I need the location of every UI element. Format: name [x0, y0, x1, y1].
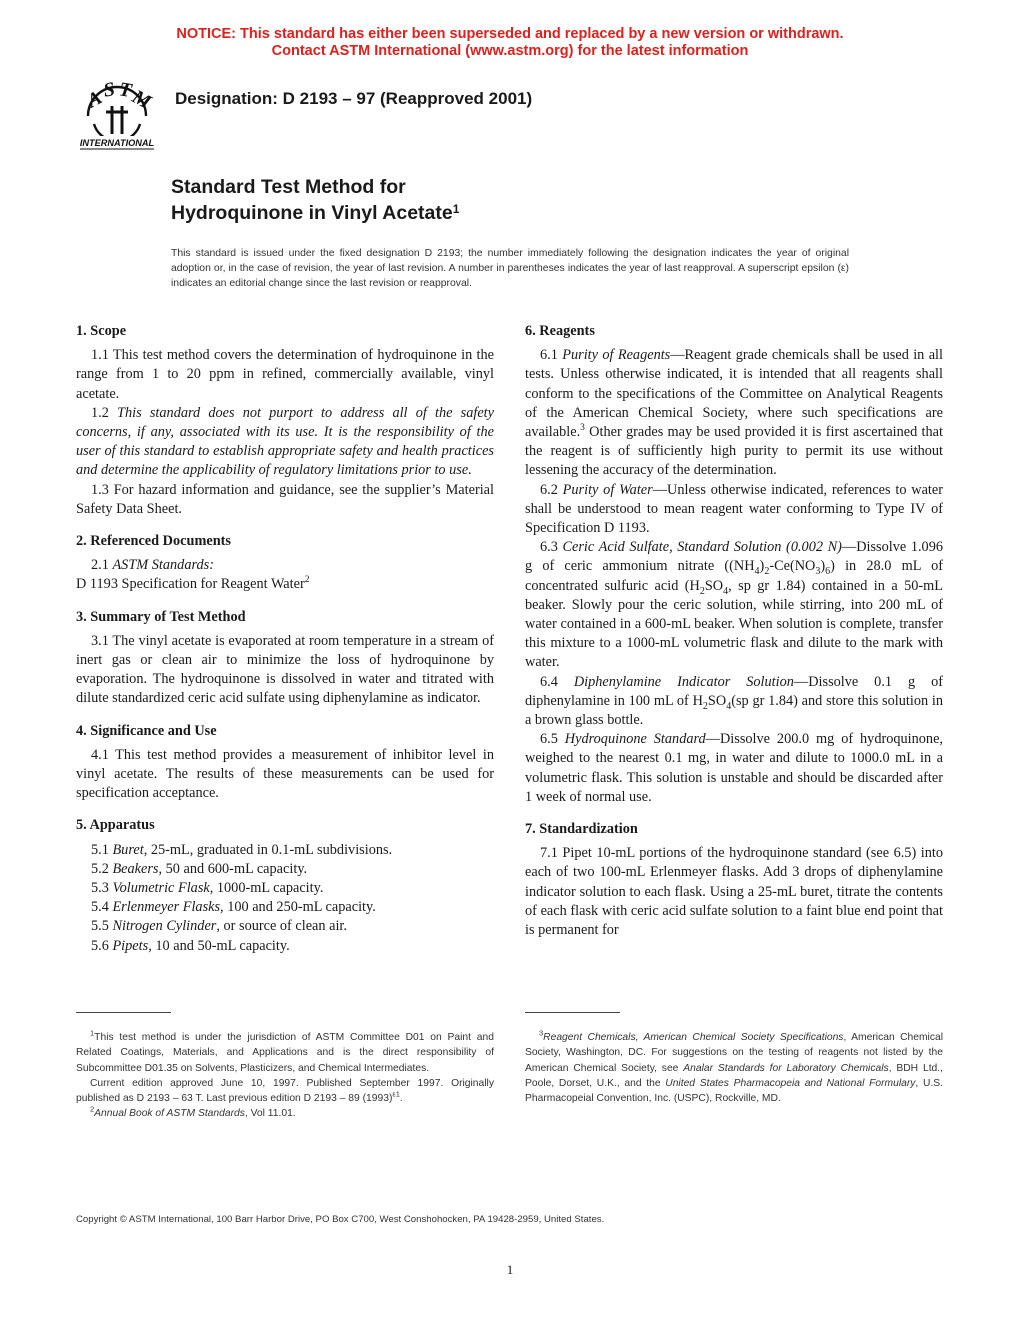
footnote-1-edition: Current edition approved June 10, 1997. Published September 1997. Originally published as D 2193 – 63 T. Last previous edition D 2193 – 89 $(1993)^{\varepsilon 1}$. — [76, 1077, 494, 1105]
footnote-rule-right — [525, 1012, 620, 1013]
paragraph-6-4: 6.4 Diphenylamine Indicator Solution—Dissolve 0.1 g of diphenylamine in 100 mL of $H_2SO_4(sp$ gr 1.84) and store this solution in a brown glass bottle. — [525, 673, 944, 729]
footnote-2: $^2$Annual Book of ASTM Standards, Vol 11.01. — [90, 1105, 296, 1120]
footnote-1: $^1$This test method is under the jurisdiction of ASTM Committee D01 on Paint and Related Coatings, Materials, and Applications and is the direct responsibility of Subcommittee D01.35 on Solvents, Plasticizers, and Chemical Intermediates. — [76, 1028, 494, 1074]
paragraph-1-1: 1.1 This test method covers the determination of hydroquinone in the range from 1 to 20 ppm in refined, commercially available, vinyl acetate. — [76, 347, 494, 402]
apparatus-item: 5.2 Beakers, 50 and 600-mL capacity. — [91, 860, 308, 877]
svg-text:S: S — [102, 78, 117, 102]
notice-line-2: Contact ASTM International (www.astm.org) for the latest information — [271, 43, 749, 59]
section-heading-reagents: 6. Reagents — [525, 323, 595, 339]
paragraph-6-5: 6.5 Hydroquinone Standard—Dissolve 200.0 mg of hydroquinone, weighed to the nearest 0.1 mg, in water and dilute to 1000.0 mL in a volumetric flask. This solution is unstable and should be discarded after 1 week of normal use. — [525, 731, 944, 805]
title-footnote-mark: 1 — [452, 202, 460, 216]
svg-text:A: A — [83, 86, 106, 113]
section-heading-referenced: 2. Referenced Documents — [76, 533, 231, 550]
footnote-rule-left — [76, 1012, 171, 1013]
page-number: 1 — [506, 1262, 514, 1277]
apparatus-item: 5.4 Erlenmeyer Flasks, 100 and 250-mL capacity. — [91, 899, 376, 916]
paragraph-6-2: 6.2 Purity of Water—Unless otherwise indicated, references to water shall be understood to mean reagent water conforming to Type IV of Specification D 1193. — [525, 481, 943, 537]
section-heading-apparatus: 5. Apparatus — [76, 817, 155, 834]
right-column — [525, 322, 943, 940]
referenced-document-d1193: D 1193 Specification for Reagent Water$^2$ — [76, 575, 310, 593]
svg-text:T: T — [117, 78, 134, 103]
paragraph-4-1: 4.1 This test method provides a measurement of inhibitor level in vinyl acetate. The results of these measurements can be used for specification acceptance. — [76, 746, 494, 802]
apparatus-item: 5.5 Nitrogen Cylinder, or source of clean air. — [91, 918, 347, 935]
notice-line-1: NOTICE: This standard has either been superseded and replaced by a new version or withdrawn. — [176, 26, 844, 42]
logo-subtext: INTERNATIONAL — [79, 138, 155, 148]
copyright-line: Copyright © ASTM International, 100 Barr Harbor Drive, PO Box C700, West Conshohocken, PA 19428-2959, United States. — [76, 1214, 605, 1225]
paragraph-3-1: 3.1 The vinyl acetate is evaporated at room temperature in a stream of inert gas or clean air to minimize the loss of hydroquinone by evaporation. The hydroquinone is dissolved in water and titrated with dilute standardized ceric acid sulfate using diphenylamine as indicator. — [76, 632, 494, 707]
astm-international-logo-icon — [74, 72, 160, 152]
designation: Designation: D 2193 – 97 (Reapproved 2001) — [175, 89, 533, 108]
section-heading-significance: 4. Significance and Use — [76, 722, 217, 739]
apparatus-item: 5.3 Volumetric Flask, 1000-mL capacity. — [91, 880, 324, 897]
paragraph-2-1: 2.1 ASTM Standards: — [91, 557, 214, 574]
document-title — [171, 174, 459, 226]
paragraph-1-2: 1.2 This standard does not purport to address all of the safety concerns, if any, associated with its use. It is the responsibility of the user of this standard to establish appropriate safety and health practices and determine the applicability of regulatory limitations prior to use. — [76, 404, 494, 479]
svg-text:M: M — [128, 85, 155, 114]
paragraph-6-1: 6.1 Purity of Reagents—Reagent grade chemicals shall be used in all tests. Unless otherwise indicated, it is intended that all reagents shall conform to the specifications of the Committee on Analytical Reagents of the American Chemical Society, where such specifications are available.$^3$ Other grades may be used provided it is first ascertained that the reagent is of sufficiently high purity to permit its use without lessening the accuracy of the determination. — [525, 347, 943, 479]
title-line-1: Standard Test Method for — [171, 176, 406, 198]
footnotes-right — [525, 1030, 943, 1106]
apparatus-list — [76, 841, 494, 956]
apparatus-item: 5.6 Pipets, 10 and 50-mL capacity. — [91, 937, 290, 954]
section-heading-standardization: 7. Standardization — [525, 821, 638, 838]
title-line-2: Hydroquinone in Vinyl Acetate$^1$ — [171, 202, 460, 224]
withdrawal-notice — [0, 26, 1020, 60]
section-heading-summary: 3. Summary of Test Method — [76, 608, 246, 625]
paragraph-1-3: 1.3 For hazard information and guidance, see the supplier’s Material Safety Data Sheet. — [76, 481, 494, 517]
left-column — [76, 322, 494, 956]
paragraph-7-1: 7.1 Pipet 10-mL portions of the hydroquinone standard (see 6.5) into each of two 100-mL Erlenmeyer flasks. Add 3 drops of diphenylamine indicator solution to each flask. Using a 25-mL buret, titrate the contents of each flask with ceric acid sulfate solution to a faint blue end point that is permanent for — [525, 845, 943, 939]
apparatus-item: 5.1 Buret, 25-mL, graduated in 0.1-mL subdivisions. — [91, 841, 393, 858]
paragraph-6-3: 6.3 Ceric Acid Sulfate, Standard Solution (0.002 N)—Dissolve 1.096 g of ceric ammonium nitrate $((NH_4)_2-Ce(NO_3)_6)$ in 28.0 mL of concentrated sulfuric acid ($H_2SO_4$, sp gr 1.84) contained in a 50-mL beaker. Slowly pour the ceric solution, while stirring, into 200 mL of water contained in a 600-mL beaker. When solution is complete, transfer this mixture to a 1000-mL volumetric flask and dilute to the mark with water. — [525, 539, 943, 671]
section-heading-scope: 1. Scope — [76, 323, 127, 339]
footnotes-left — [76, 1030, 494, 1122]
footnote-3: $^3$Reagent Chemicals, American Chemical Society Specifications, American Chemical Society, Washington, DC. For suggestions on the testing of reagents not listed by the American Chemical Society, see Analar Standards for Laboratory Chemicals, BDH Ltd., Poole, Dorset, U.K., and the United States Pharmacopeia and National Formulary, U.S. Pharmacopeial Convention, Inc. (USPC), Rockville, MD. — [525, 1028, 944, 1105]
issued-statement: This standard is issued under the fixed designation D 2193; the number immediately following the designation indicates the year of original adoption or, in the case of revision, the year of last revision. A number in parentheses indicates the year of last reapproval. A superscript epsilon (ε) indicates an editorial change since the last revision or reapproval. — [171, 248, 849, 289]
